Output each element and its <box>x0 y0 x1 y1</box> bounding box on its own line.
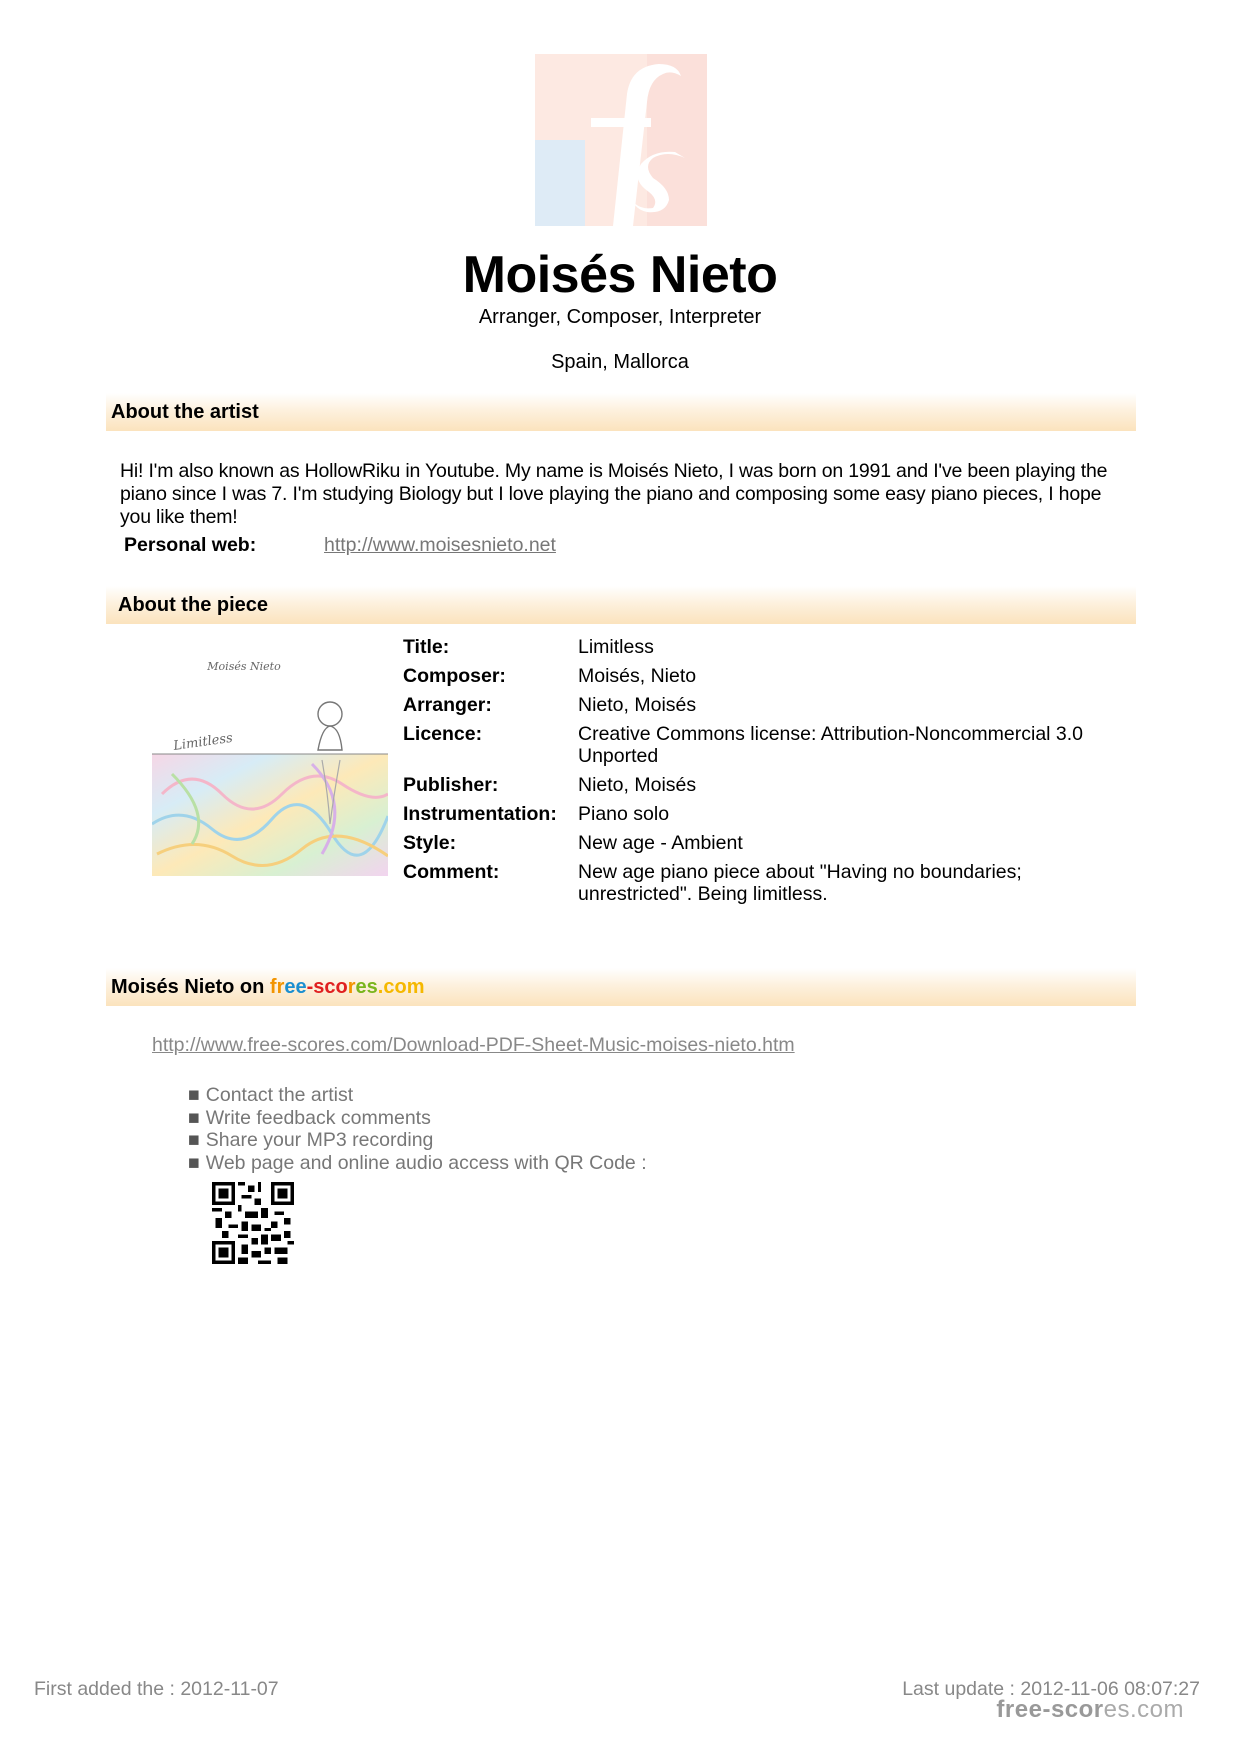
free-scores-footer-logo <box>996 1696 1184 1724</box>
field-label-style: Style: <box>403 832 457 854</box>
field-value-comment: New age piano piece about "Having no boundaries; unrestricted". Being limitless. <box>578 861 1022 905</box>
artist-bio: Hi! I'm also known as HollowRiku in Youtube. My name is Moisés Nieto, I was born on 1991 and I've been playing the piano since I was 7. I'm studying Biology but I love playing the piano and composing some easy piano pieces, I hope you like them! <box>120 460 1108 528</box>
field-value-style: New age - Ambient <box>578 832 743 854</box>
field-label-licence: Licence: <box>403 723 483 745</box>
personal-web-label: Personal web: <box>124 534 257 556</box>
about-artist-heading: About the artist <box>111 401 259 423</box>
contact-artist-item[interactable] <box>188 1084 647 1107</box>
write-feedback-item[interactable] <box>188 1107 647 1130</box>
about-artist-section-bar <box>106 393 1136 431</box>
on-free-scores-heading <box>111 976 424 999</box>
field-label-composer: Composer: <box>403 665 506 687</box>
write-feedback-label: Write feedback comments <box>205 1106 431 1129</box>
on-free-scores-section-bar <box>106 968 1136 1006</box>
share-mp3-label: Share your MP3 recording <box>205 1129 434 1151</box>
field-value-title: Limitless <box>578 636 654 658</box>
field-value-arranger: Nieto, Moisés <box>578 694 697 716</box>
share-mp3-item[interactable] <box>188 1129 647 1152</box>
brand-part-dash: - <box>306 976 314 998</box>
cover-title: Limitless <box>172 730 234 754</box>
bullet-square-icon: ■ <box>188 1151 200 1174</box>
field-label-arranger: Arranger: <box>403 694 492 716</box>
artist-roles: Arranger, Composer, Interpreter <box>478 306 762 328</box>
qr-access-item <box>188 1152 647 1175</box>
footer-brand-light: es.com <box>1103 1696 1184 1723</box>
field-value-licence: Creative Commons license: Attribution-Noncommercial 3.0 Unported <box>578 723 1084 767</box>
bullet-square-icon: ■ <box>188 1129 200 1151</box>
about-piece-heading: About the piece <box>118 594 269 616</box>
personal-web-link[interactable]: http://www.moisesnieto.net <box>324 534 556 556</box>
contact-artist-label: Contact the artist <box>205 1084 354 1106</box>
cover-signature: Moisés Nieto <box>207 660 281 673</box>
field-label-title: Title: <box>403 636 450 658</box>
brand-part-es: es <box>355 976 378 998</box>
qr-code-icon[interactable] <box>212 1182 294 1264</box>
field-value-composer: Moisés, Nieto <box>578 665 697 687</box>
about-piece-section-bar <box>106 586 1136 624</box>
sheet-cover-illustration <box>152 644 388 876</box>
field-label-comment: Comment: <box>403 861 500 883</box>
qr-access-label: Web page and online audio access with QR Code : <box>205 1151 647 1174</box>
brand-part-sco: sco <box>313 976 348 998</box>
brand-part-com: .com <box>377 976 425 998</box>
artist-location: Spain, Mallorca <box>551 351 689 373</box>
brand-part-r: r <box>347 976 356 998</box>
free-scores-actions-list <box>188 1084 647 1174</box>
last-update-date: Last update : 2012-11-06 08:07:27 <box>902 1678 1200 1700</box>
first-added-date: First added the : 2012-11-07 <box>34 1678 279 1700</box>
bullet-square-icon: ■ <box>188 1106 200 1129</box>
brand-part-fr: fr <box>269 976 285 998</box>
free-scores-fs-logo-icon <box>535 54 707 226</box>
artist-name: Moisés Nieto <box>462 246 778 304</box>
field-label-instrumentation: Instrumentation: <box>403 803 557 825</box>
field-value-instrumentation: Piano solo <box>578 803 670 825</box>
free-scores-artist-link[interactable]: http://www.free-scores.com/Download-PDF-Sheet-Music-moises-nieto.htm <box>152 1034 795 1056</box>
field-value-publisher: Nieto, Moisés <box>578 774 697 796</box>
footer-brand-main: free-scor <box>996 1696 1104 1723</box>
field-label-publisher: Publisher: <box>403 774 499 796</box>
brand-part-ee: ee <box>284 976 307 998</box>
on-free-scores-heading-prefix: Moisés Nieto on <box>111 976 270 998</box>
bullet-square-icon: ■ <box>188 1084 200 1106</box>
